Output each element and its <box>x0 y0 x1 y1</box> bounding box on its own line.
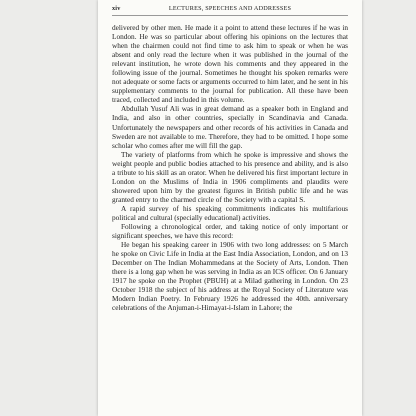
paragraph: delivered by other men. He made it a point to attend these lectures if he was in London. He was so particular about offering his opinions on the lectures that when the chairmen could not find time to ask him to speak or when he was absent and only read the lecture when it was published in the journal of the relevant institution, he wrote down his comments and they appeared in the following issue of the journal. Sometimes he thought his spoken remarks were not adequate or some facts or arguments occurred to him later, and he sent in his supplementary comments to the journal for publication. All these have been traced, collected and included in this volume. <box>112 23 348 105</box>
page-header <box>112 5 348 16</box>
page-body <box>112 5 348 313</box>
running-head: LECTURES, SPEECHES AND ADDRESSES <box>168 5 292 12</box>
book-page <box>98 0 362 416</box>
paragraph: He began his speaking career in 1906 with two long addresses: on 5 March he spoke on Civic Life in India at the East India Association, London, and on 13 December on The Indian Mohammedans at the Society of Arts, London. Then there is a long gap when he was serving in India as an ICS officer. On 6 January 1917 he spoke on the Prophet (PBUH) at a Milad gathering in London. On 23 October 1918 the subject of his address at the Royal Society of Literature was Modern Indian Poetry. In February 1926 he addressed the 40th. anniversary celebrations of the Anjuman-i-Himayat-i-Islam in Lahore; the <box>112 240 348 313</box>
paragraph: Abdullah Yusuf Ali was in great demand as a speaker both in England and India, and also in other countries, specially in Scandinavia and Canada. Unfortunately the newspapers and other records of his activities in Canada and Sweden are not available to me. Therefore, they had to be omitted. I hope some scholar who comes after me will fill the gap. <box>112 104 348 150</box>
paragraph: A rapid survey of his speaking commitments indicates his multifarious political and cultural (specially educational) activities. <box>112 203 348 222</box>
paragraph: Following a chronological order, and taking notice of only important or significant speeches, we have this record: <box>112 222 348 241</box>
page-number: xiv <box>112 5 121 12</box>
paragraph: The variety of platforms from which he spoke is impressive and shows the weight people and public bodies attached to his presence and ability, and is also a tribute to his skill as an orator. When he delivered his first important lecture in London on the Muslims of India in 1906 compliments and plaudits were showered upon him by the greatest figures in British public life and he was granted entry to the charmed circle of the Society with a capital S. <box>112 149 348 204</box>
